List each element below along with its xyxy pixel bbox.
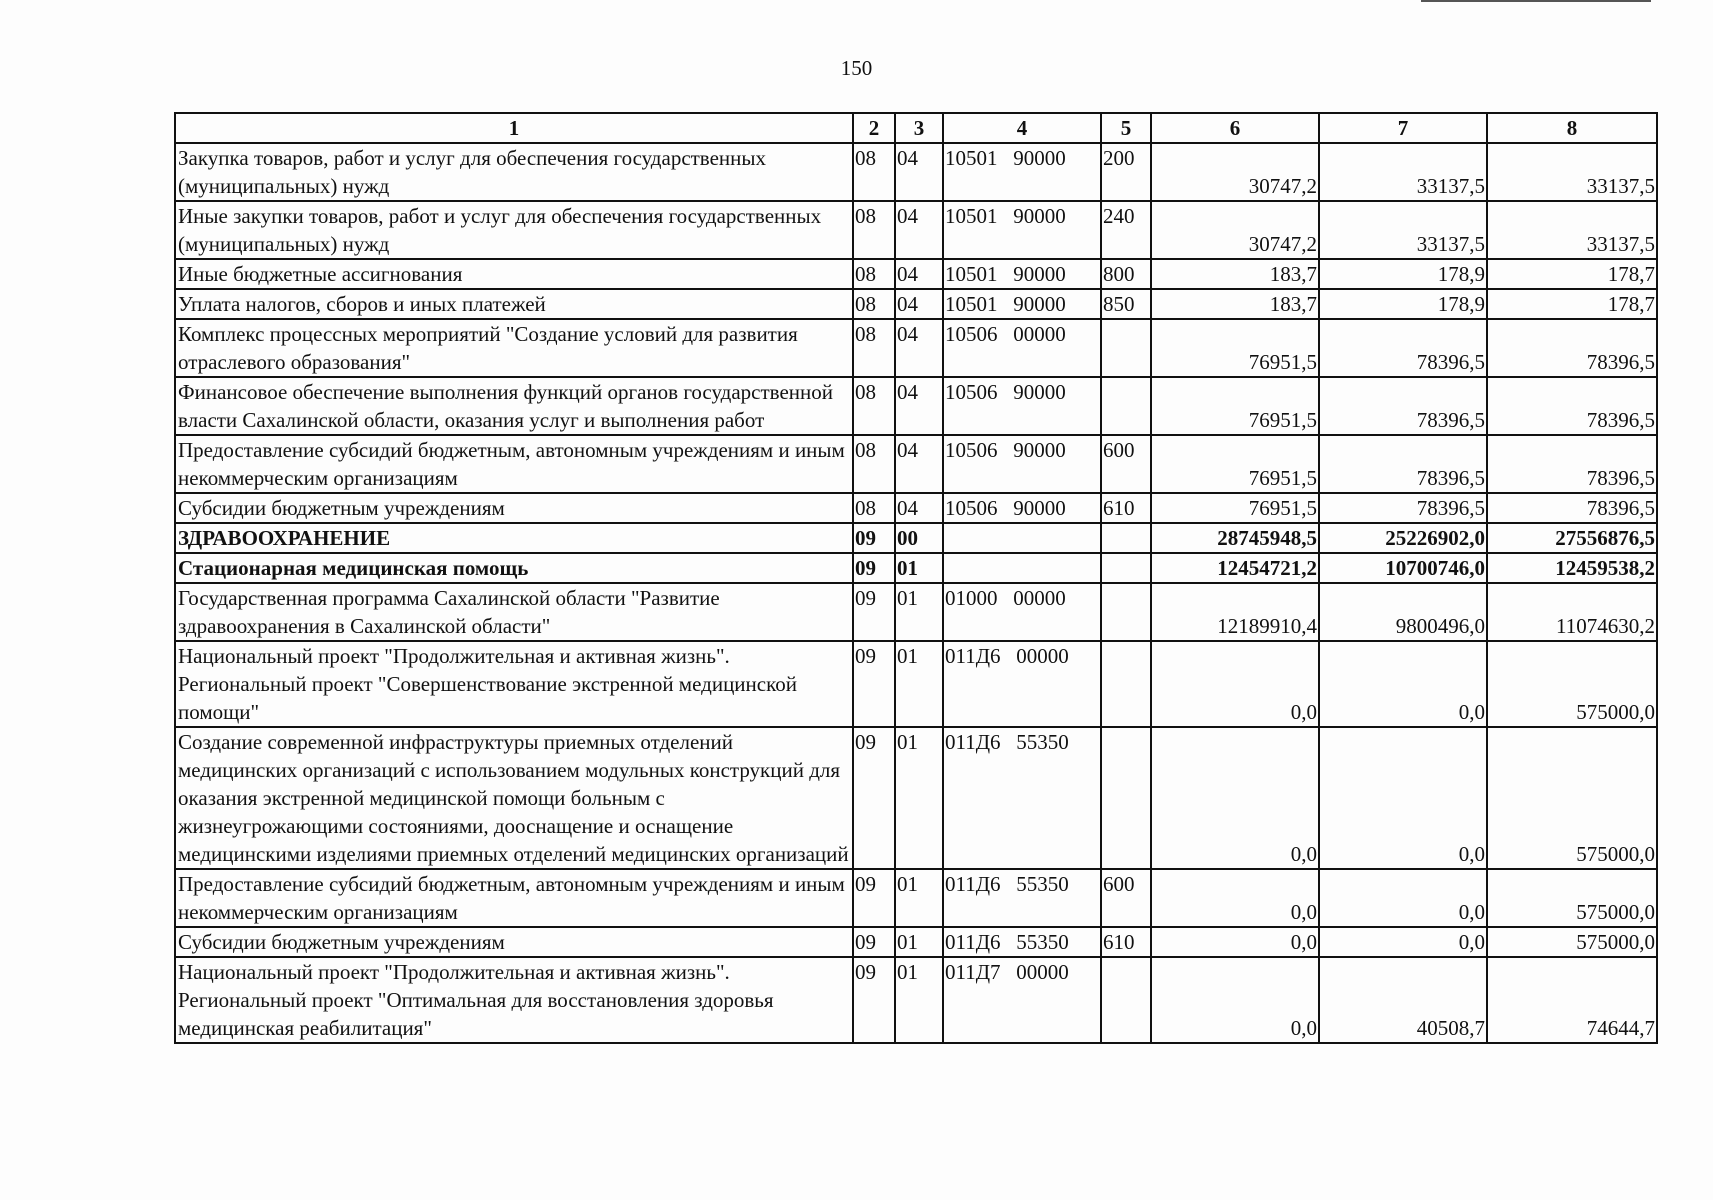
header-row — [175, 113, 1657, 143]
table-row — [175, 583, 1657, 641]
row-amount-col7: 40508,7 — [1319, 957, 1487, 1043]
row-section: 08 — [853, 377, 895, 435]
table-row — [175, 523, 1657, 553]
row-amount-col6: 30747,2 — [1151, 143, 1319, 201]
row-amount-col8: 178,7 — [1487, 289, 1657, 319]
table-row — [175, 869, 1657, 927]
row-target-article — [943, 553, 1101, 583]
row-name: Закупка товаров, работ и услуг для обеспечения государственных (муниципальных) нужд — [175, 143, 853, 201]
row-name: Субсидии бюджетным учреждениям — [175, 927, 853, 957]
row-target-article: 10506 90000 — [943, 493, 1101, 523]
top-rule — [1421, 0, 1651, 2]
row-target-article: 10506 90000 — [943, 435, 1101, 493]
row-amount-col7: 0,0 — [1319, 927, 1487, 957]
row-expense-type — [1101, 727, 1151, 869]
row-section: 08 — [853, 201, 895, 259]
row-target-article: 011Д6 55350 — [943, 869, 1101, 927]
row-name: Национальный проект "Продолжительная и активная жизнь". Региональный проект "Оптимальная для восстановления здоровья медицинская реабилитация" — [175, 957, 853, 1043]
row-amount-col6: 30747,2 — [1151, 201, 1319, 259]
row-subsection: 01 — [895, 727, 943, 869]
row-subsection: 01 — [895, 869, 943, 927]
row-name: Стационарная медицинская помощь — [175, 553, 853, 583]
row-subsection: 04 — [895, 493, 943, 523]
table-row — [175, 319, 1657, 377]
row-name: Национальный проект "Продолжительная и активная жизнь". Региональный проект "Совершенствование экстренной медицинской помощи" — [175, 641, 853, 727]
row-amount-col7: 0,0 — [1319, 869, 1487, 927]
table-row — [175, 143, 1657, 201]
row-amount-col7: 33137,5 — [1319, 201, 1487, 259]
row-subsection: 04 — [895, 259, 943, 289]
row-section: 08 — [853, 143, 895, 201]
col-header-3: 3 — [895, 113, 943, 143]
row-amount-col6: 28745948,5 — [1151, 523, 1319, 553]
row-expense-type: 600 — [1101, 435, 1151, 493]
budget-table — [174, 112, 1658, 1044]
row-amount-col7: 78396,5 — [1319, 319, 1487, 377]
row-section: 09 — [853, 641, 895, 727]
row-expense-type — [1101, 377, 1151, 435]
col-header-8: 8 — [1487, 113, 1657, 143]
row-amount-col8: 12459538,2 — [1487, 553, 1657, 583]
col-header-4: 4 — [943, 113, 1101, 143]
row-name: ЗДРАВООХРАНЕНИЕ — [175, 523, 853, 553]
row-target-article: 011Д6 55350 — [943, 727, 1101, 869]
row-target-article: 10506 90000 — [943, 377, 1101, 435]
row-amount-col7: 25226902,0 — [1319, 523, 1487, 553]
col-header-2: 2 — [853, 113, 895, 143]
row-section: 09 — [853, 583, 895, 641]
table-body — [175, 143, 1657, 1043]
row-amount-col6: 0,0 — [1151, 727, 1319, 869]
row-subsection: 04 — [895, 143, 943, 201]
row-amount-col6: 0,0 — [1151, 869, 1319, 927]
row-amount-col8: 33137,5 — [1487, 143, 1657, 201]
row-amount-col6: 12454721,2 — [1151, 553, 1319, 583]
row-name: Предоставление субсидий бюджетным, автономным учреждениям и иным некоммерческим организациям — [175, 869, 853, 927]
row-target-article: 10501 90000 — [943, 201, 1101, 259]
row-name: Субсидии бюджетным учреждениям — [175, 493, 853, 523]
row-amount-col7: 0,0 — [1319, 727, 1487, 869]
table-row — [175, 553, 1657, 583]
row-name: Уплата налогов, сборов и иных платежей — [175, 289, 853, 319]
row-section: 09 — [853, 869, 895, 927]
row-amount-col7: 9800496,0 — [1319, 583, 1487, 641]
table-row — [175, 727, 1657, 869]
row-expense-type: 200 — [1101, 143, 1151, 201]
row-target-article: 011Д7 00000 — [943, 957, 1101, 1043]
row-amount-col8: 27556876,5 — [1487, 523, 1657, 553]
row-amount-col7: 78396,5 — [1319, 377, 1487, 435]
row-target-article: 011Д6 55350 — [943, 927, 1101, 957]
row-amount-col8: 575000,0 — [1487, 641, 1657, 727]
table-row — [175, 957, 1657, 1043]
row-amount-col7: 10700746,0 — [1319, 553, 1487, 583]
row-subsection: 04 — [895, 377, 943, 435]
row-subsection: 01 — [895, 957, 943, 1043]
row-subsection: 04 — [895, 289, 943, 319]
row-subsection: 04 — [895, 201, 943, 259]
page-number: 150 — [840, 56, 873, 80]
row-amount-col6: 0,0 — [1151, 957, 1319, 1043]
row-expense-type — [1101, 957, 1151, 1043]
table-row — [175, 641, 1657, 727]
row-subsection: 01 — [895, 553, 943, 583]
row-amount-col6: 183,7 — [1151, 289, 1319, 319]
row-amount-col7: 178,9 — [1319, 289, 1487, 319]
row-expense-type — [1101, 319, 1151, 377]
row-name: Комплекс процессных мероприятий "Создание условий для развития отраслевого образования" — [175, 319, 853, 377]
row-name: Иные бюджетные ассигнования — [175, 259, 853, 289]
row-amount-col8: 78396,5 — [1487, 435, 1657, 493]
table-row — [175, 927, 1657, 957]
row-amount-col6: 76951,5 — [1151, 377, 1319, 435]
row-section: 09 — [853, 957, 895, 1043]
row-amount-col7: 178,9 — [1319, 259, 1487, 289]
col-header-7: 7 — [1319, 113, 1487, 143]
row-expense-type: 600 — [1101, 869, 1151, 927]
row-amount-col6: 76951,5 — [1151, 435, 1319, 493]
row-amount-col8: 11074630,2 — [1487, 583, 1657, 641]
row-expense-type: 240 — [1101, 201, 1151, 259]
row-section: 08 — [853, 435, 895, 493]
row-amount-col8: 33137,5 — [1487, 201, 1657, 259]
row-target-article: 10506 00000 — [943, 319, 1101, 377]
row-amount-col8: 78396,5 — [1487, 319, 1657, 377]
row-name: Иные закупки товаров, работ и услуг для обеспечения государственных (муниципальных) нужд — [175, 201, 853, 259]
col-header-5: 5 — [1101, 113, 1151, 143]
row-section: 09 — [853, 523, 895, 553]
row-target-article — [943, 523, 1101, 553]
row-amount-col8: 78396,5 — [1487, 377, 1657, 435]
row-amount-col8: 575000,0 — [1487, 727, 1657, 869]
row-amount-col8: 575000,0 — [1487, 927, 1657, 957]
row-amount-col8: 74644,7 — [1487, 957, 1657, 1043]
row-amount-col8: 178,7 — [1487, 259, 1657, 289]
row-name: Финансовое обеспечение выполнения функций органов государственной власти Сахалинской области, оказания услуг и выполнения работ — [175, 377, 853, 435]
row-subsection: 00 — [895, 523, 943, 553]
row-subsection: 04 — [895, 435, 943, 493]
table-row — [175, 377, 1657, 435]
row-name: Предоставление субсидий бюджетным, автономным учреждениям и иным некоммерческим организациям — [175, 435, 853, 493]
row-amount-col6: 76951,5 — [1151, 493, 1319, 523]
row-section: 09 — [853, 927, 895, 957]
row-section: 08 — [853, 493, 895, 523]
row-subsection: 04 — [895, 319, 943, 377]
row-amount-col7: 33137,5 — [1319, 143, 1487, 201]
row-expense-type: 610 — [1101, 493, 1151, 523]
col-header-1: 1 — [175, 113, 853, 143]
table-row — [175, 201, 1657, 259]
row-subsection: 01 — [895, 641, 943, 727]
row-expense-type — [1101, 641, 1151, 727]
row-subsection: 01 — [895, 927, 943, 957]
row-amount-col8: 78396,5 — [1487, 493, 1657, 523]
row-amount-col6: 76951,5 — [1151, 319, 1319, 377]
row-expense-type — [1101, 523, 1151, 553]
col-header-6: 6 — [1151, 113, 1319, 143]
row-target-article: 10501 90000 — [943, 143, 1101, 201]
row-subsection: 01 — [895, 583, 943, 641]
row-amount-col6: 0,0 — [1151, 641, 1319, 727]
row-section: 08 — [853, 289, 895, 319]
row-section: 09 — [853, 727, 895, 869]
row-section: 09 — [853, 553, 895, 583]
row-amount-col6: 0,0 — [1151, 927, 1319, 957]
row-expense-type — [1101, 583, 1151, 641]
row-amount-col6: 12189910,4 — [1151, 583, 1319, 641]
row-expense-type: 850 — [1101, 289, 1151, 319]
row-amount-col7: 78396,5 — [1319, 435, 1487, 493]
row-target-article: 10501 90000 — [943, 289, 1101, 319]
row-target-article: 01000 00000 — [943, 583, 1101, 641]
table-row — [175, 289, 1657, 319]
row-name: Создание современной инфраструктуры приемных отделений медицинских организаций с использованием модульных конструкций для оказания экстренной медицинской помощи больным с жизнеугрожающими состояниями, дооснащение и оснащение медицинскими изделиями приемных отделений медицинских организаций — [175, 727, 853, 869]
row-amount-col6: 183,7 — [1151, 259, 1319, 289]
row-section: 08 — [853, 319, 895, 377]
table-row — [175, 259, 1657, 289]
row-name: Государственная программа Сахалинской области "Развитие здравоохранения в Сахалинской области" — [175, 583, 853, 641]
row-amount-col8: 575000,0 — [1487, 869, 1657, 927]
row-section: 08 — [853, 259, 895, 289]
row-expense-type — [1101, 553, 1151, 583]
row-amount-col7: 0,0 — [1319, 641, 1487, 727]
row-target-article: 10501 90000 — [943, 259, 1101, 289]
row-expense-type: 800 — [1101, 259, 1151, 289]
table-row — [175, 493, 1657, 523]
row-target-article: 011Д6 00000 — [943, 641, 1101, 727]
row-expense-type: 610 — [1101, 927, 1151, 957]
row-amount-col7: 78396,5 — [1319, 493, 1487, 523]
table-row — [175, 435, 1657, 493]
